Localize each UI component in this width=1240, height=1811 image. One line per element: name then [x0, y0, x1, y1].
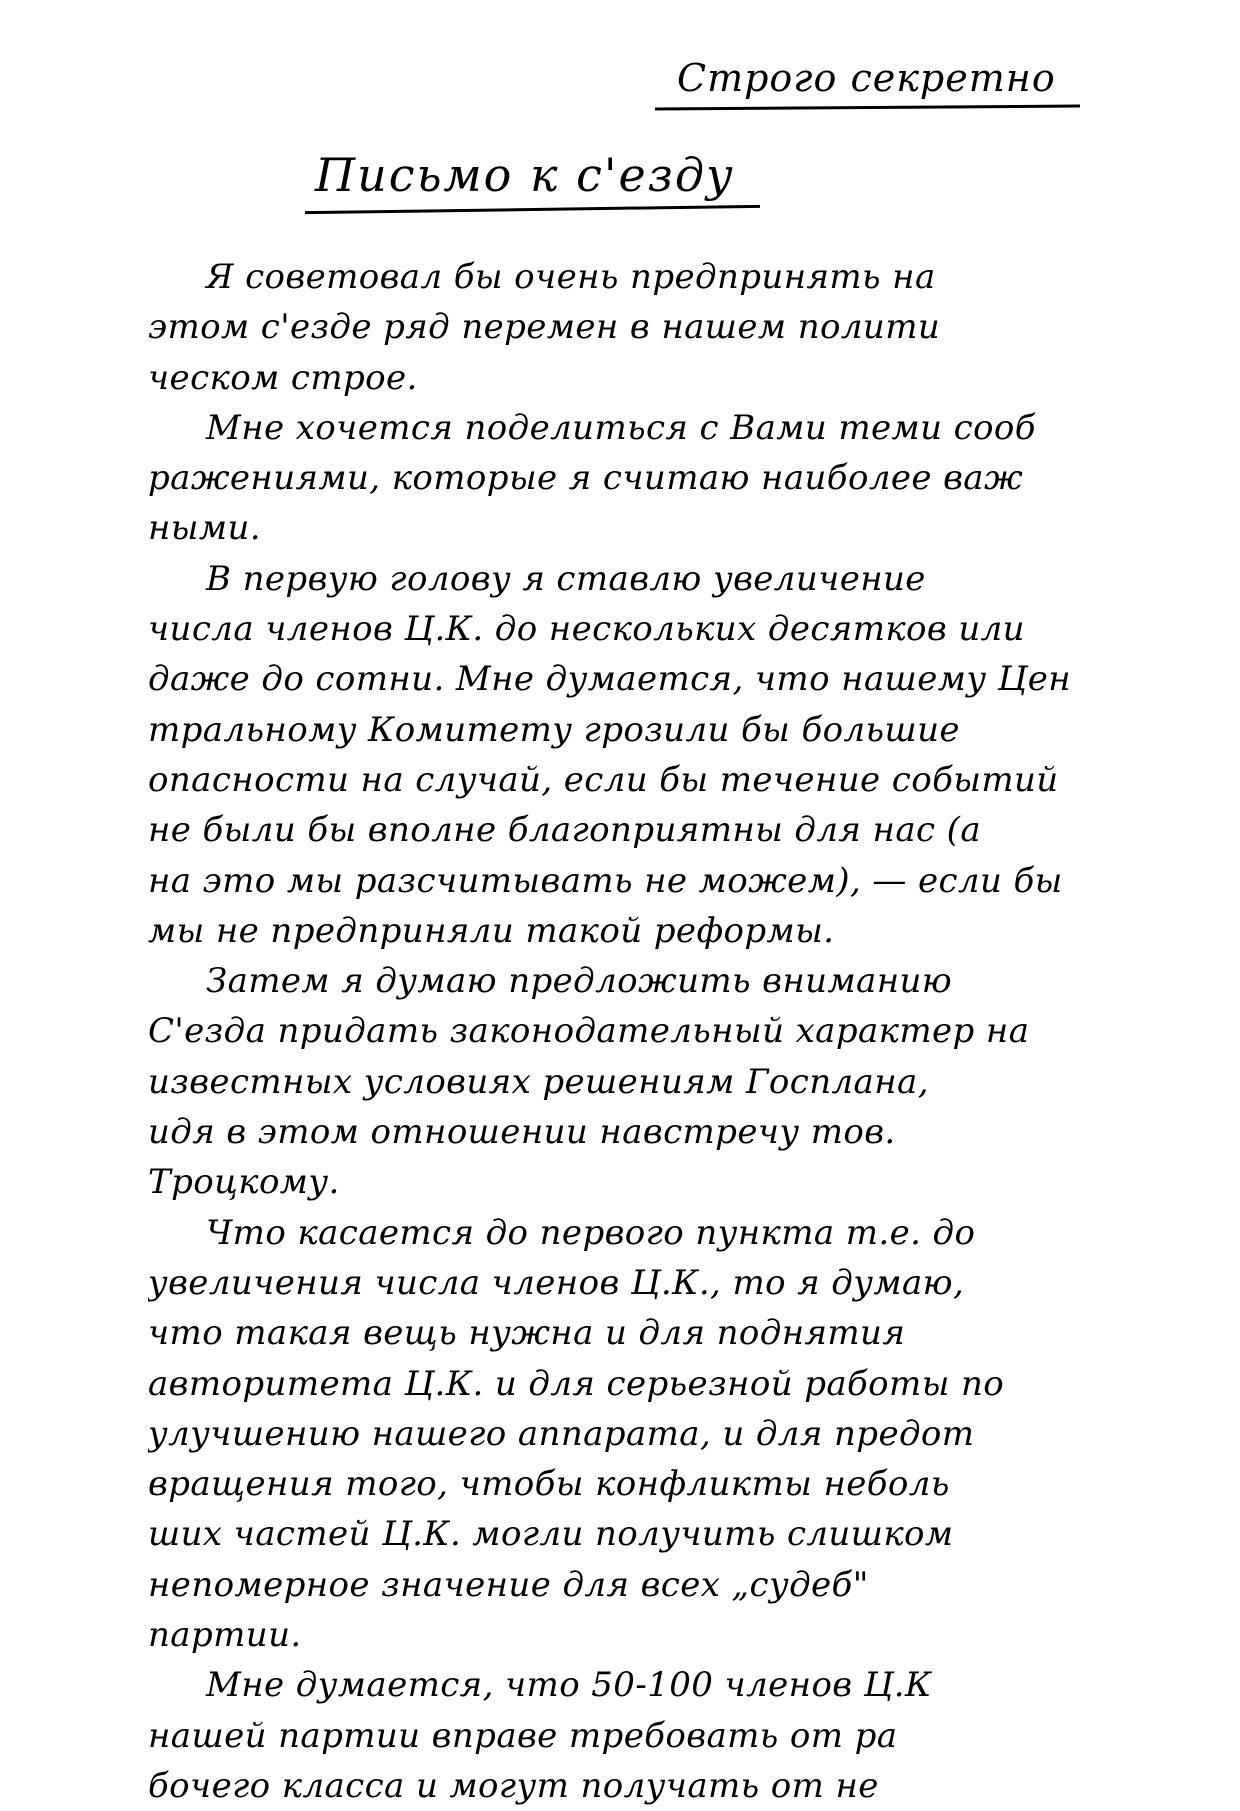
letter-line: улучшению нашего аппарата, и для предот [148, 1413, 975, 1454]
letter-line: идя в этом отношении навстречу тов. [148, 1112, 896, 1153]
letter-line: Мне думается, что 50-100 членов Ц.К [206, 1665, 932, 1706]
letter-line: Затем я думаю предложить вниманию [206, 961, 953, 1002]
letter-line: что такая вещь нужна и для поднятия [148, 1313, 906, 1354]
letter-line: бочего класса и могут получать от не [148, 1765, 879, 1806]
letter-line: даже до сотни. Мне думается, что нашему Цен [148, 659, 1072, 700]
letter-body [148, 252, 1163, 1811]
letter-line: В первую голову я ставлю увеличение [206, 558, 926, 599]
letter-line: мы не предприняли такой реформы. [148, 910, 835, 951]
letter-line: не были бы вполне благоприятны для нас (а [148, 810, 981, 851]
letter-line: ших частей Ц.К. могли получить слишком [148, 1514, 954, 1555]
letter-line: опасности на случай, если бы течение событий [148, 759, 1059, 800]
letter-line: ными. [148, 508, 261, 549]
letter-line: партии. [148, 1615, 302, 1656]
classification-underline [655, 105, 1080, 111]
classification-mark [655, 50, 1085, 112]
letter-line: непомерное значение для всех „судеб" [148, 1564, 869, 1605]
letter-title [305, 148, 760, 212]
letter-line: Троцкому. [148, 1162, 340, 1203]
letter-line: Я советовал бы очень предпринять на [206, 257, 936, 297]
letter-line: нашей партии вправе требовать от ра [148, 1715, 898, 1756]
letter-line: этом с'езде ряд перемен в нашем полити [148, 307, 941, 348]
title-text: Письмо к с'езду [315, 148, 735, 202]
letter-line: Мне хочется поделиться с Вами теми сооб [206, 407, 1036, 448]
letter-line: известных условиях решениям Госплана, [148, 1061, 929, 1102]
letter-line: Что касается до первого пункта т.е. до [206, 1212, 976, 1253]
letter-line: авторитета Ц.К. и для серьезной работы по [148, 1363, 1005, 1404]
letter-line: числа членов Ц.К. до нескольких десятков или [148, 609, 1025, 650]
letter-line: ческом строе. [148, 357, 418, 398]
letter-line: тральному Комитету грозили бы большие [148, 709, 960, 750]
classification-text: Строго секретно [677, 56, 1056, 100]
letter-line: вращения того, чтобы конфликты неболь [148, 1464, 950, 1505]
letter-line: ражениями, которые я считаю наиболее важ [148, 458, 1024, 499]
title-underline [305, 205, 760, 214]
letter-line: на это мы разсчитывать не можем), — если бы [148, 860, 1063, 901]
letter-line: увеличения числа членов Ц.К., то я думаю, [148, 1262, 965, 1303]
letter-line: С'езда придать законодательный характер на [148, 1011, 1030, 1052]
